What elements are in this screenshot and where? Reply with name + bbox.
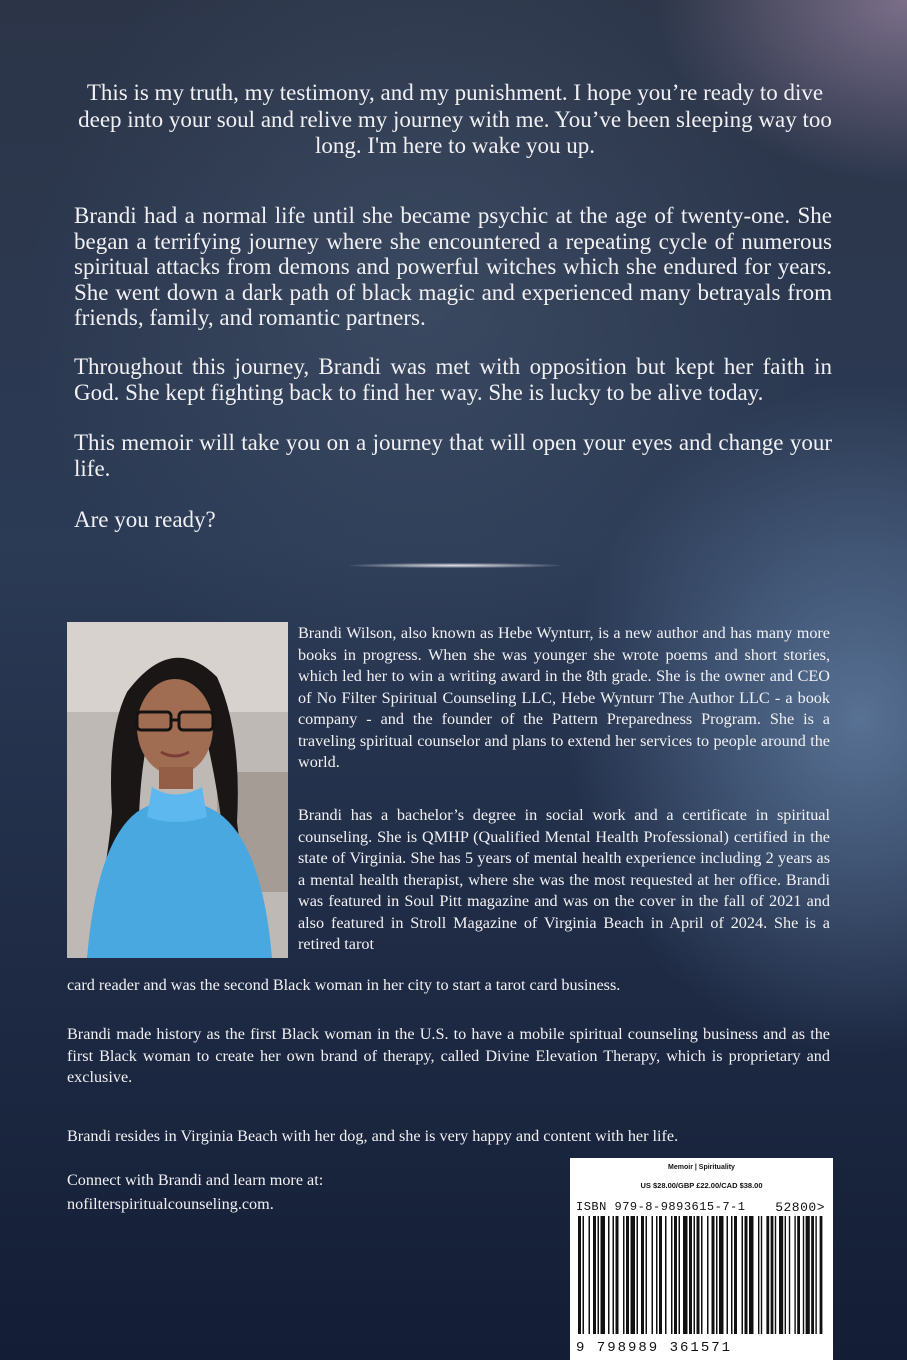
synopsis-paragraph-1: Brandi had a normal life until she became psychic at the age of twenty-one. She began a terrifying journey where she encountered a repeating cycle of numerous spiritual attacks from demons and powerful witches which she endured for years. She went down a dark path of black magic and experienced many betrayals from friends, family, and romantic partners.: [74, 203, 832, 330]
genre-label: Memoir | Spirituality: [668, 1164, 735, 1171]
author-bio-paragraph-3: Brandi made history as the first Black woman in the U.S. to have a mobile spiritual counseling business and as the first Black woman to create her own brand of therapy, called Divine Elevation Therapy, which is proprietary and exclusive.: [67, 1025, 830, 1086]
author-photo: [67, 622, 288, 958]
author-bio-paragraph-2: Brandi has a bachelor’s degree in social work and a certificate in spiritual counseling. She is QMHP (Qualified Mental Health Professional) certified in the state of Virginia. She has 5 years of mental health experience including 2 years as a mental health therapist, where she was the most requested at her office. Brandi was featured in Soul Pitt magazine and was on the cover in the fall of 2021 and also featured in Stroll Magazine of Virginia Beach in April of 2024. She is a retired tarot: [298, 806, 830, 953]
decorative-divider: [350, 563, 560, 568]
connect-line: Connect with Brandi and learn more at:: [67, 1171, 324, 1189]
intro-quote: This is my truth, my testimony, and my punishment. I hope you’re ready to dive deep into your soul and relive my journey with me. You’ve been sleeping way too long. I'm here to wake you up.: [78, 80, 832, 158]
author-bio-paragraph-1: Brandi Wilson, also known as Hebe Wynturr, is a new author and has many more books in progress. When she was younger she wrote poems and short stories, which led her to win a writing award in the 8th grade. She is the owner and CEO of No Filter Spiritual Counseling LLC, Hebe Wynturr The Author LLC - a book company - and the founder of the Pattern Preparedness Program. She is a traveling spiritual counselor and plans to extend her services to people around the world.: [298, 624, 830, 771]
author-bio-paragraph-2-continued: card reader and was the second Black woman in her city to start a tarot card business.: [67, 976, 621, 994]
synopsis-paragraph-3: This memoir will take you on a journey that will open your eyes and change your life.: [74, 430, 832, 481]
synopsis-paragraph-2: Throughout this journey, Brandi was met with opposition but kept her faith in God. She kept fighting back to find her way. She is lucky to be alive today.: [74, 354, 832, 405]
isbn-label: ISBN 979-8-9893615-7-1: [576, 1200, 746, 1214]
barcode-number: 9 798989 361571: [576, 1340, 733, 1356]
barcode-bars: [578, 1216, 825, 1334]
isbn-barcode-panel: [570, 1158, 833, 1360]
synopsis-paragraph-4: Are you ready?: [74, 507, 216, 532]
author-bio-paragraph-4: Brandi resides in Virginia Beach with her dog, and she is very happy and content with her life.: [67, 1127, 679, 1145]
price-label: US $28.00/GBP £22.00/CAD $38.00: [640, 1181, 763, 1190]
price-code: 52800>: [775, 1200, 825, 1215]
website-link[interactable]: nofilterspiritualcounseling.com.: [67, 1195, 274, 1213]
